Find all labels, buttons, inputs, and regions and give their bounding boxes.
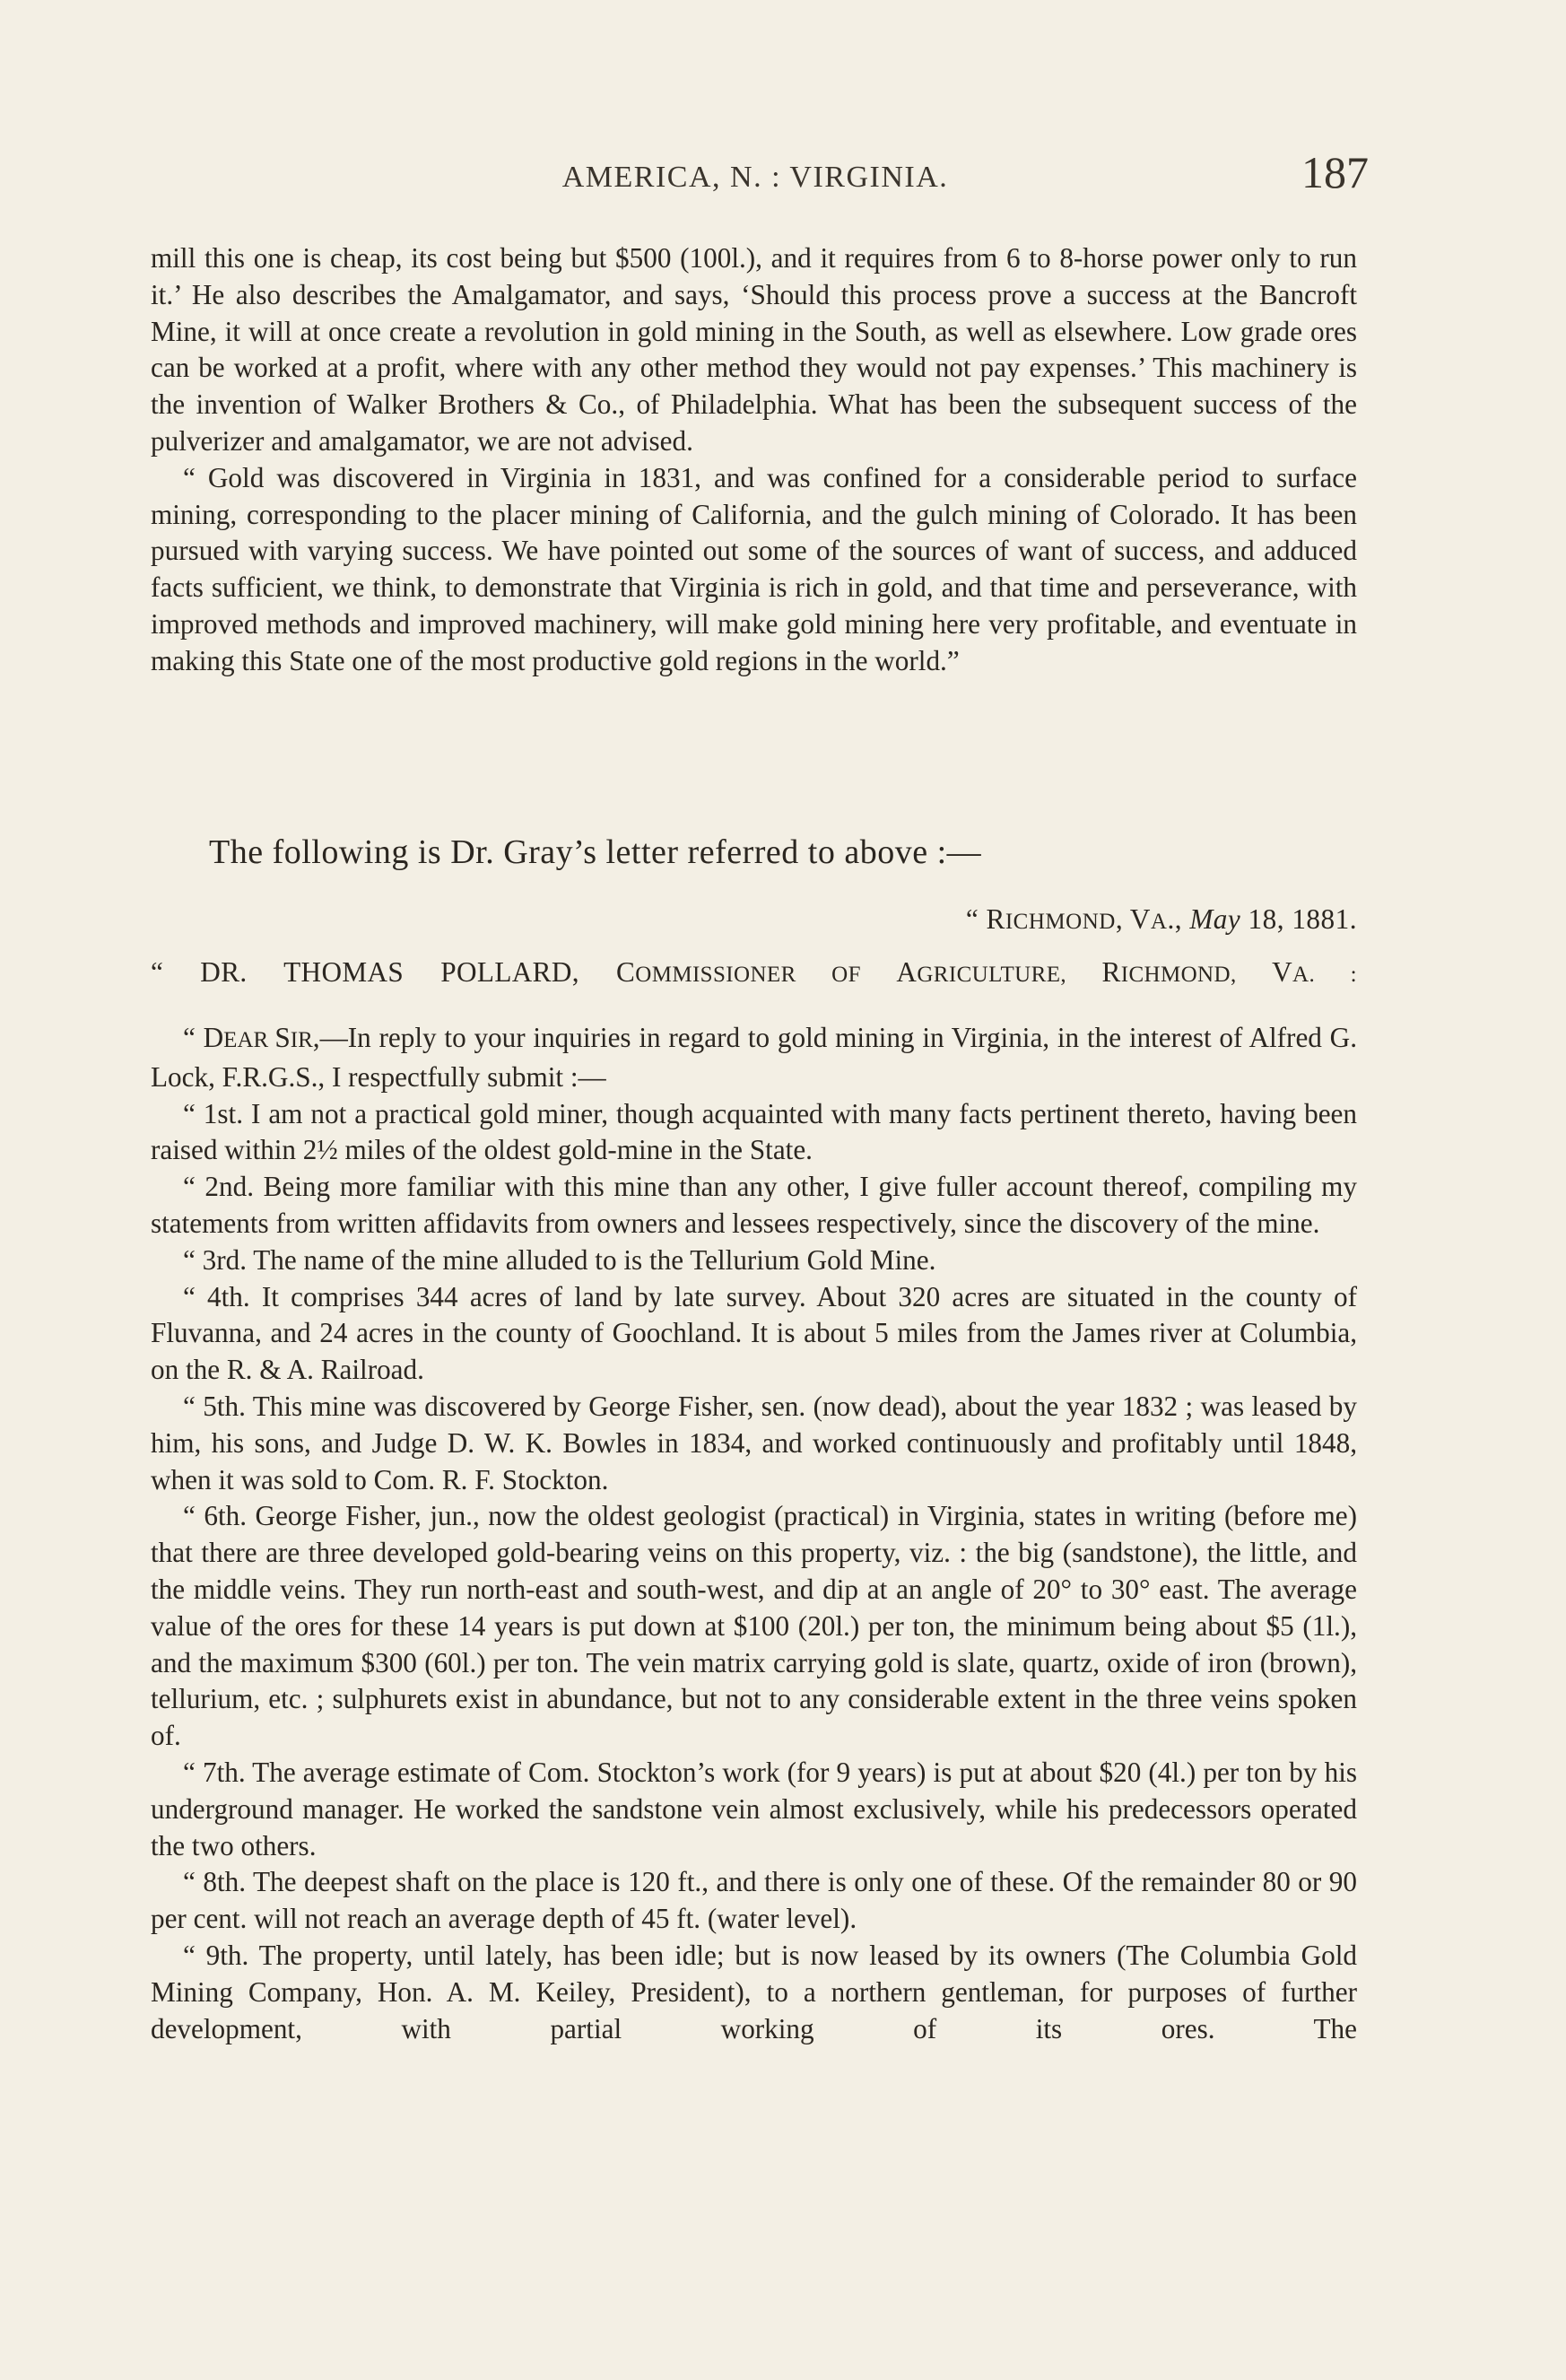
- salutation-ear: EAR: [223, 1028, 275, 1052]
- letter-item-8th: “ 8th. The deepest shaft on the place is 120 ft., and there is only one of these. Of the remainder 80 or 90 per cent. will not reach an average depth of 45 ft. (water level).: [151, 1866, 1357, 1935]
- addressee-v: V: [1272, 956, 1293, 988]
- letter-dateline: “ RICHMOND, VA., May 18, 1881.: [965, 903, 1357, 935]
- page-header: [151, 147, 1369, 211]
- addressee-richmond: ICHMOND,: [1120, 963, 1273, 987]
- dateline-place-rest: ICHMOND: [1005, 910, 1116, 934]
- letter-body: [151, 1020, 1357, 2047]
- letter-item-5th: “ 5th. This mine was discovered by George Fisher, sen. (now dead), about the year 1832 ; was leased by him, his sons, and Judge D. W. K. Bowles in 1834, and worked continuously and profitably until 1848, when it was sold to Com. R. F. Stockton.: [151, 1390, 1357, 1495]
- letter-item-9th: “ 9th. The property, until lately, has been idle; but is now leased by its owners (The Columbia Gold Mining Company, Hon. A. M. Keiley, President), to a northern gentleman, for purposes of further development, with partial working of its ores. The: [151, 1939, 1357, 2044]
- addressee-commissioner: OMMISSIONER OF: [635, 963, 897, 987]
- addressee-name: “ DR. THOMAS POLLARD,: [151, 956, 617, 988]
- salutation-s: S: [274, 1022, 291, 1053]
- letter-item-3rd: “ 3rd. The name of the mine alluded to is the Tellurium Gold Mine.: [183, 1243, 936, 1276]
- section-subheading: The following is Dr. Gray’s letter referred to above :—: [209, 833, 982, 871]
- letter-addressee: [151, 956, 1357, 989]
- salutation-open: “ D: [183, 1022, 224, 1053]
- addressee-a: A: [896, 956, 918, 988]
- running-title: AMERICA, N. : VIRGINIA.: [561, 161, 949, 194]
- page-number: 187: [1301, 147, 1369, 197]
- dateline-quote: “: [965, 903, 979, 935]
- letter-item-4th: “ 4th. It comprises 344 acres of land by late survey. About 320 acres are situated in the county of Fluvanna, and 24 acres in the county of Goochland. It is about 5 miles from the James river at Columbia, on the R. & A. Railroad.: [151, 1280, 1357, 1386]
- top-text-block: [151, 240, 1357, 680]
- dateline-date: 18, 1881.: [1248, 903, 1357, 935]
- addressee-agriculture: GRICULTURE,: [917, 963, 1102, 987]
- letter-item-1st: “ 1st. I am not a practical gold miner, though acquainted with many facts pertinent thereto, having been raised within 2½ miles of the oldest gold-mine in the State.: [151, 1097, 1357, 1166]
- dateline-place-initial: R: [986, 903, 1005, 935]
- dateline-state-initial: , V: [1115, 903, 1151, 935]
- letter-item-6th: “ 6th. George Fisher, jun., now the oldest geologist (practical) in Virginia, states in writing (before me) that there are three developed gold-bearing veins on this property, viz. : the big (sandstone), the little, and the middle veins. They run north-east and south-west, and dip at an angle of 20° to 30° east. The average value of the ores for these 14 years is put down at $100 (20l.) per ton, the minimum being about $5 (1l.), and the maximum $300 (60l.) per ton. The vein matrix carrying gold is slate, quartz, oxide of iron (brown), tellurium, etc. ; sulphurets exist in abundance, but not to any considerable extent in the three veins spoken of.: [151, 1500, 1357, 1752]
- addressee-r: R: [1101, 956, 1121, 988]
- letter-salutation: [151, 1020, 1357, 1096]
- letter-item-2nd: “ 2nd. Being more familiar with this mine than any other, I give fuller account thereof, compiling my statements from written affidavits from owners and lessees respectively, since the discovery of the mine.: [151, 1171, 1357, 1239]
- addressee-c: C: [616, 956, 636, 988]
- letter-item-7th: “ 7th. The average estimate of Com. Stockton’s work (for 9 years) is put at about $20 (4l.) per ton by his underground manager. He worked the sandstone vein almost exclusively, while his predecessors operated the two others.: [151, 1756, 1357, 1861]
- salutation-ir: IR: [290, 1028, 313, 1052]
- paragraph-mill: mill this one is cheap, its cost being but $500 (100l.), and it requires from 6 to 8-horse power only to run it.’ He also describes the Amalgamator, and says, ‘Should this process prove a success at the Bancroft Mine, it will at once create a revolution in gold mining in the South, as well as elsewhere. Low grade ores can be worked at a profit, where with any other method they would not pay expenses.’ This machinery is the invention of Walker Brothers & Co., of Philadelphia. What has been the subsequent success of the pulverizer and amalgamator, we are not advised.: [151, 242, 1357, 457]
- paragraph-gold-discovered: “ Gold was discovered in Virginia in 1831, and was confined for a considerable period to surface mining, corresponding to the placer mining of California, and the gulch mining of Colorado. It has been pursued with varying success. We have pointed out some of the sources of want of success, and adduced facts sufficient, we think, to demonstrate that Virginia is rich in gold, and that time and perseverance, with improved methods and improved machinery, will make gold mining here very profitable, and eventuate in making this State one of the most productive gold regions in the world.”: [151, 461, 1357, 676]
- dateline-month: May: [1189, 903, 1241, 935]
- addressee-va: A. :: [1292, 963, 1357, 987]
- dateline-state-rest: A: [1150, 910, 1168, 934]
- salutation-rest: ,—In reply to your inquiries in regard to gold mining in Virginia, in the interest of Alfred G. Lock, F.R.G.S., I respectfully submit :—: [151, 1022, 1357, 1093]
